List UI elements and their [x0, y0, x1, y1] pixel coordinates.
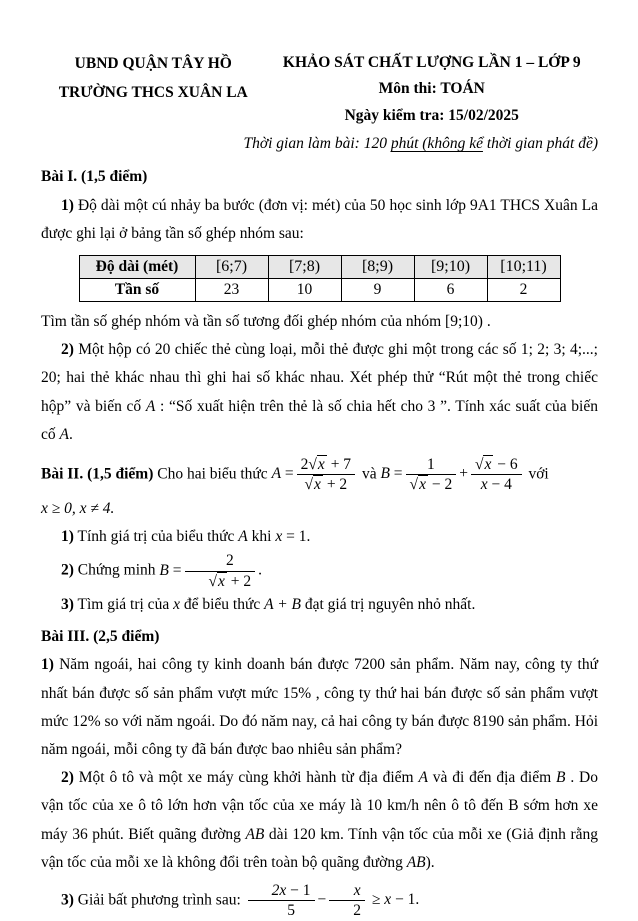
duration-prefix: Thời gian làm bài: 120 — [243, 135, 391, 153]
equals-sign: = — [393, 465, 403, 483]
bai-2-q3-mid: để biểu thức — [179, 595, 265, 613]
bai-3-q1 — [41, 651, 598, 764]
fraction-1 — [248, 881, 315, 921]
den-rest: + 2 — [226, 572, 252, 590]
table-row-intervals — [79, 255, 560, 278]
bai-2-q3-number: 3) — [61, 595, 74, 613]
sqrt-x: √x — [474, 456, 492, 473]
bai-3-q2-text-b: và đi đến địa điểm — [427, 769, 557, 787]
num-rest: + 7 — [326, 456, 352, 473]
radicand: x — [218, 572, 225, 590]
bai-2-q1 — [41, 523, 598, 551]
frequency-cell: 6 — [414, 278, 487, 301]
term-minus-1: − 1 — [286, 881, 311, 899]
org-line-2: TRƯỜNG THCS XUÂN LA — [58, 83, 248, 101]
issuing-org — [41, 50, 265, 107]
expression-B-simplified — [159, 552, 258, 590]
bai-2-q2-text: Chứng minh — [73, 561, 160, 579]
bai-2-q2-number: 2) — [61, 561, 74, 579]
var-A: A — [238, 527, 248, 545]
duration-suffix: thời gian phát đề) — [482, 135, 598, 153]
exam-title-block — [243, 50, 598, 157]
bai-1-q1-task-end: . — [482, 312, 491, 330]
fraction-A-denominator — [297, 475, 355, 494]
fraction-2-denominator: 2 — [353, 902, 362, 920]
radicand: x — [419, 476, 426, 494]
with-text: với — [524, 465, 549, 483]
event-A: A — [59, 425, 69, 443]
exam-date: Ngày kiểm tra: 15/02/2025 — [344, 106, 519, 124]
bai-3-q1-number: 1) — [41, 656, 54, 674]
section-bai-2 — [41, 455, 598, 619]
event-A: A — [145, 397, 156, 415]
var-x: x — [384, 891, 392, 909]
radicand: x — [317, 456, 325, 473]
bai-1-heading: Bài I. (1,5 điểm) — [41, 168, 148, 186]
minus-sign: − — [317, 891, 327, 909]
duration-underlined: phút (không kể — [390, 135, 483, 153]
bai-2-q1-text: Tính giá trị của biểu thức — [73, 527, 239, 545]
bai-3-heading: Bài III. (2,5 điểm) — [41, 628, 160, 646]
sqrt-x: √x — [304, 476, 321, 494]
bai-2-q3-end: đạt giá trị nguyên nhỏ nhất. — [301, 595, 476, 613]
den-rest: − 4 — [487, 476, 512, 494]
bai-3-q1-text: Năm ngoái, hai công ty kinh doanh bán được 7200 sản phẩm. Năm nay, công ty thứ nhất bán được số sản phẩm vượt mức 15% , công ty thứ hai bán được số sản phẩm vượt mức 12% so với năm ngoái. Do đó năm nay, cả hai công ty bán được 8190 sản phẩm. Hỏi năm ngoái, mỗi công ty đã bán được bao nhiêu sản phẩm? — [41, 656, 598, 758]
and-text: và — [358, 465, 381, 483]
fraction-B-simplified — [185, 551, 256, 591]
exam-title: KHẢO SÁT CHẤT LƯỢNG LẦN 1 – LỚP 9 — [282, 54, 581, 71]
bai-2-q1-end: = 1. — [282, 527, 311, 545]
fraction-B2-denominator — [471, 475, 522, 494]
segment-AB: AB — [245, 825, 265, 843]
table-row-frequencies — [79, 278, 560, 301]
var-B: B — [380, 465, 390, 483]
var-x: x — [173, 595, 180, 613]
bai-2-q1-mid: khi — [247, 527, 276, 545]
radicand: x — [484, 456, 492, 473]
fraction-A-numerator — [297, 455, 355, 475]
bai-1-q2-text-a: Một hộp có 20 chiếc thẻ cùng loại, mỗi thẻ được ghi một trong các số 1; 2; 3; 4;...; 20; hai thẻ khác nhau thì ghi hai số khác nhau. Xét phép thử “Rút một thẻ trong chiếc hộp” và biến cố — [41, 341, 598, 415]
var-A: A — [271, 465, 282, 483]
bai-1-q1-task-text: Tìm tần số ghép nhóm và tần số tương đối ghép nhóm của nhóm — [41, 312, 446, 330]
bai-3-q2-text-c: . Do vận tốc của xe ô tô lớn hơn vận tốc của xe máy là 10 km/h nên ô tô đến B sớm hơn xe máy 36 phút. Biết quãng đường — [41, 769, 599, 843]
fraction-B2-numerator — [471, 455, 522, 475]
frequency-cell: 10 — [268, 278, 341, 301]
equals-sign: = — [284, 465, 294, 483]
sqrt-x: √x — [208, 572, 225, 590]
bai-2-q3-text: Tìm giá trị của — [73, 595, 174, 613]
bai-1-q2-number: 2) — [61, 341, 74, 359]
geq-sign: ≥ — [371, 891, 381, 909]
table-header-length: Độ dài (mét) — [79, 255, 195, 278]
inequality — [245, 881, 420, 920]
org-line-1: UBND QUẬN TÂY HỒ — [74, 55, 232, 72]
sqrt-x: √x — [409, 476, 426, 494]
plus-sign: + — [459, 465, 468, 483]
bai-1-q2-text-c: . — [68, 425, 73, 443]
document-header — [41, 50, 598, 157]
var-x: x — [275, 527, 283, 545]
bai-2-q1-number: 1) — [61, 527, 74, 545]
interval-cell: [10;11) — [487, 255, 560, 278]
fraction-1-denominator: 5 — [287, 902, 295, 920]
interval-cell: [6;7) — [195, 255, 268, 278]
den-rest: + 2 — [322, 476, 348, 494]
exam-subject: Môn thi: TOÁN — [378, 80, 485, 98]
bai-2-heading: Bài II. (1,5 điểm) — [41, 465, 154, 483]
bai-2-intro-text: Cho hai biểu thức — [153, 465, 272, 483]
num-rest: − 6 — [493, 456, 518, 473]
fraction-B1 — [406, 455, 457, 495]
bai-3-q3-text: Giải bất phương trình sau: — [73, 891, 245, 909]
point-A: A — [418, 769, 428, 787]
rhs-rest: − 1. — [391, 891, 420, 909]
bai-1-q1-text: Độ dài một cú nhảy ba bước (đơn vị: mét) của 50 học sinh lớp 9A1 THCS Xuân La được ghi lại ở bảng tần số ghép nhóm sau: — [41, 196, 598, 242]
segment-AB: AB — [406, 853, 426, 871]
bai-1-q1-number: 1) — [61, 196, 74, 214]
fraction-2-numerator: x — [329, 881, 365, 901]
section-bai-1 — [41, 163, 598, 449]
radicand: x — [314, 476, 321, 494]
term-2x: 2x — [271, 881, 287, 899]
condition-x: x ≥ 0, x ≠ 4. — [41, 499, 115, 517]
fraction-2 — [329, 881, 365, 921]
bai-3-q2-text-e: ). — [425, 853, 435, 871]
bai-1-q1 — [41, 192, 598, 248]
frequency-cell: 2 — [487, 278, 560, 301]
exam-duration — [243, 131, 598, 157]
denominator — [185, 572, 256, 591]
fraction-B1-denominator — [406, 475, 457, 494]
bai-2-q3 — [41, 591, 598, 619]
interval-cell: [9;10) — [414, 255, 487, 278]
point-B: B — [556, 769, 566, 787]
fraction-B2 — [471, 455, 522, 495]
expression-B — [380, 456, 524, 494]
bai-2-q2-end: . — [258, 561, 263, 579]
bai-3-q2-text-d: dài 120 km. Tính vận tốc của mỗi xe (Giả định rằng vận tốc của mỗi xe là không đổi trên toàn bộ quãng đường — [41, 825, 598, 871]
numerator: 2 — [185, 551, 256, 571]
interval-cell: [8;9) — [341, 255, 414, 278]
bai-2-intro — [41, 455, 598, 495]
section-bai-3 — [41, 623, 598, 921]
interval-cell: [7;8) — [268, 255, 341, 278]
fraction-1-numerator — [248, 881, 315, 901]
bai-3-q3 — [41, 881, 598, 921]
frequency-cell: 23 — [195, 278, 268, 301]
fraction-B1-numerator: 1 — [406, 455, 457, 475]
bai-3-q2-text-a: Một ô tô và một xe máy cùng khởi hành từ địa điểm — [73, 769, 419, 787]
equals-sign: = — [172, 561, 182, 579]
bai-2-condition — [41, 495, 598, 523]
bai-1-q2-text-b: : “Số xuất hiện trên thẻ là số chia hết cho 3 ”. Tính xác suất của biến cố — [41, 397, 598, 443]
bai-2-q2 — [41, 551, 598, 591]
frequency-cell: 9 — [341, 278, 414, 301]
expression-A — [271, 456, 359, 494]
coef: 2 — [300, 456, 309, 473]
expr-A-plus-B: A + B — [264, 595, 301, 613]
var-x: x — [480, 476, 488, 494]
frequency-table — [79, 255, 561, 302]
bai-3-q2-number: 2) — [61, 769, 74, 787]
interval-9-10: [9;10) — [445, 312, 483, 330]
table-header-frequency: Tần số — [79, 278, 195, 301]
bai-1-q1-task — [41, 308, 598, 336]
fraction-A — [297, 455, 355, 495]
den-rest: − 2 — [427, 476, 453, 494]
bai-3-q2 — [41, 764, 598, 877]
bai-1-q2 — [41, 336, 598, 449]
var-B: B — [159, 561, 169, 579]
sqrt-x: √x — [308, 456, 325, 473]
bai-3-q3-number: 3) — [61, 891, 74, 909]
